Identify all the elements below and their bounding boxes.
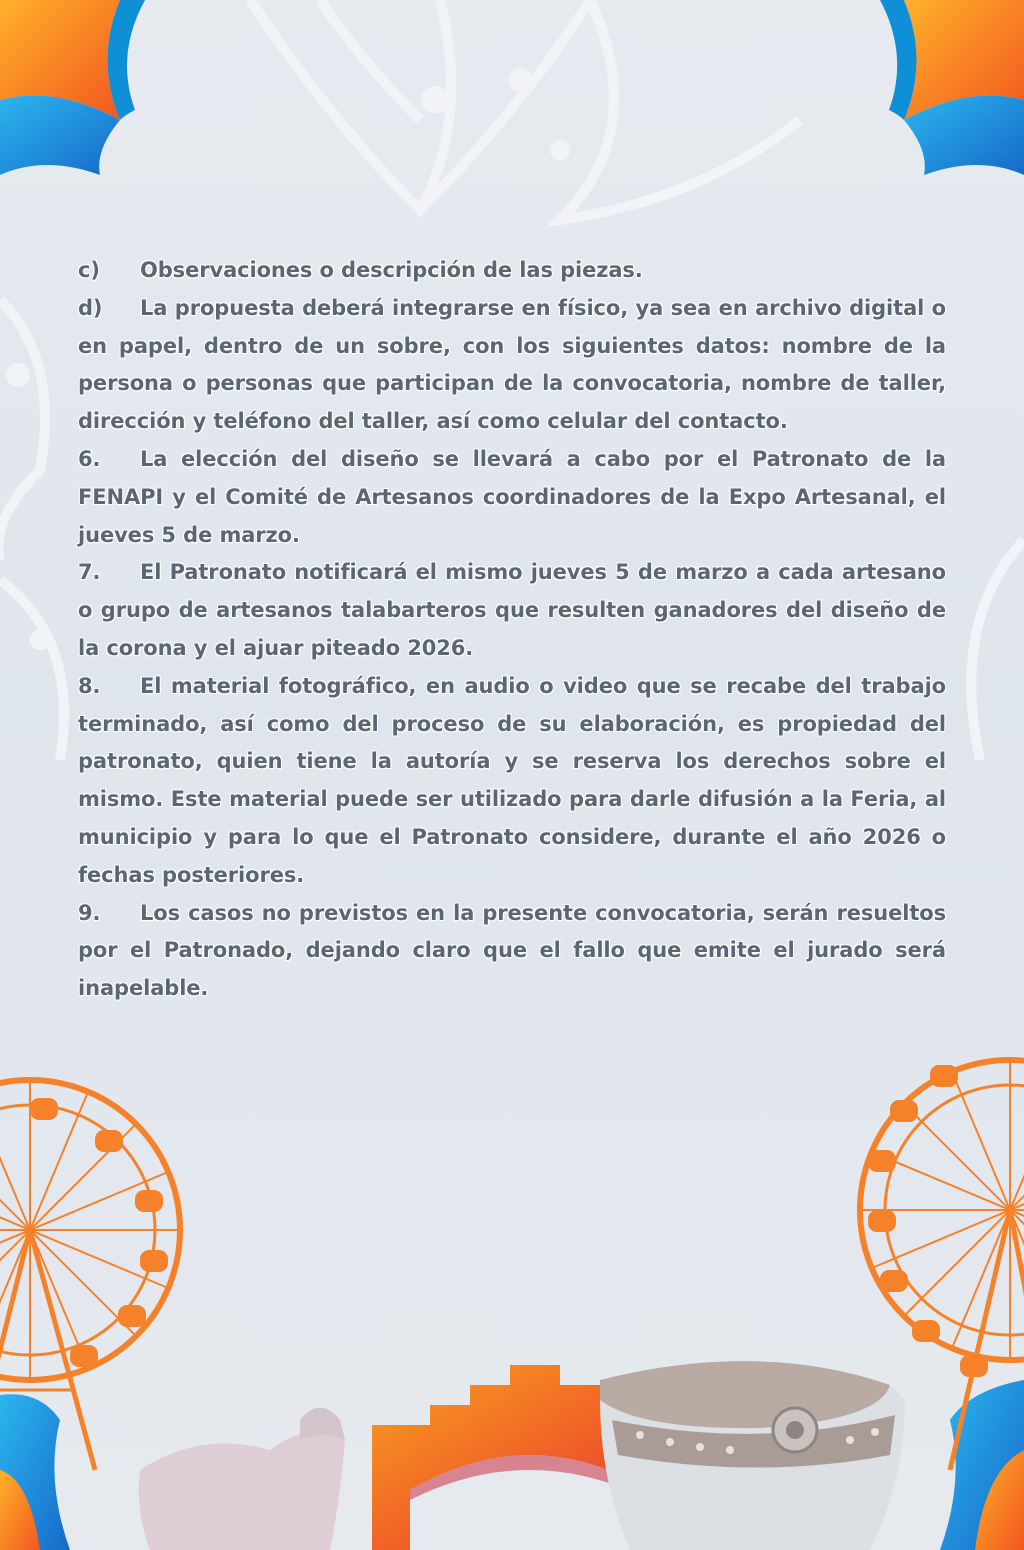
corner-top-right bbox=[880, 0, 1024, 175]
item-text: El material fotográfico, en audio o video que se recabe del trabajo terminado, así como del proceso de su elaboración, es propiedad del patronato, quien tiene la autoría y se reserva los derechos sobre el mismo. Este material puede ser utilizado para darle difusión a la Feria, al municipio y para lo que el Patronato considere, durante el año 2026 o fechas posteriores. bbox=[78, 673, 946, 887]
list-item bbox=[78, 554, 946, 667]
item-marker: 7. bbox=[78, 560, 101, 585]
item-text: Observaciones o descripción de las piezas. bbox=[140, 258, 643, 282]
list-item bbox=[78, 895, 946, 1008]
item-marker: 8. bbox=[78, 673, 101, 698]
list-item bbox=[78, 668, 946, 895]
item-marker: 6. bbox=[78, 446, 101, 471]
hat-illustration bbox=[600, 1361, 905, 1550]
list-item bbox=[78, 290, 946, 441]
document-body bbox=[78, 252, 946, 1008]
item-text: Los casos no previstos en la presente convocatoria, serán resueltos por el Patronado, dejando claro que el fallo que emite el jurado será inapelable. bbox=[78, 900, 946, 1001]
item-marker: d) bbox=[78, 295, 103, 320]
corner-top-left bbox=[0, 0, 145, 175]
item-text: El Patronato notificará el mismo jueves 5 de marzo a cada artesano o grupo de artesanos talabarteros que resulten ganadores del diseño de la corona y el ajuar piteado 2026. bbox=[78, 560, 946, 660]
saddle-illustration bbox=[139, 1408, 345, 1550]
item-marker: 9. bbox=[78, 900, 101, 925]
item-text: La elección del diseño se llevará a cabo por el Patronato de la FENAPI y el Comité de Artesanos coordinadores de la Expo Artesanal, el jueves 5 de marzo. bbox=[78, 446, 946, 547]
item-marker: c) bbox=[78, 258, 100, 282]
list-item bbox=[78, 252, 946, 290]
item-text: La propuesta deberá integrarse en físico, ya sea en archivo digital o en papel, dentro de un sobre, con los siguientes datos: nombre de la persona o personas que participan de la convocatoria, nombre de taller, dirección y teléfono del taller, así como celular del contacto. bbox=[78, 295, 946, 434]
list-item bbox=[78, 441, 946, 554]
corner-bottom-left bbox=[0, 1394, 70, 1550]
